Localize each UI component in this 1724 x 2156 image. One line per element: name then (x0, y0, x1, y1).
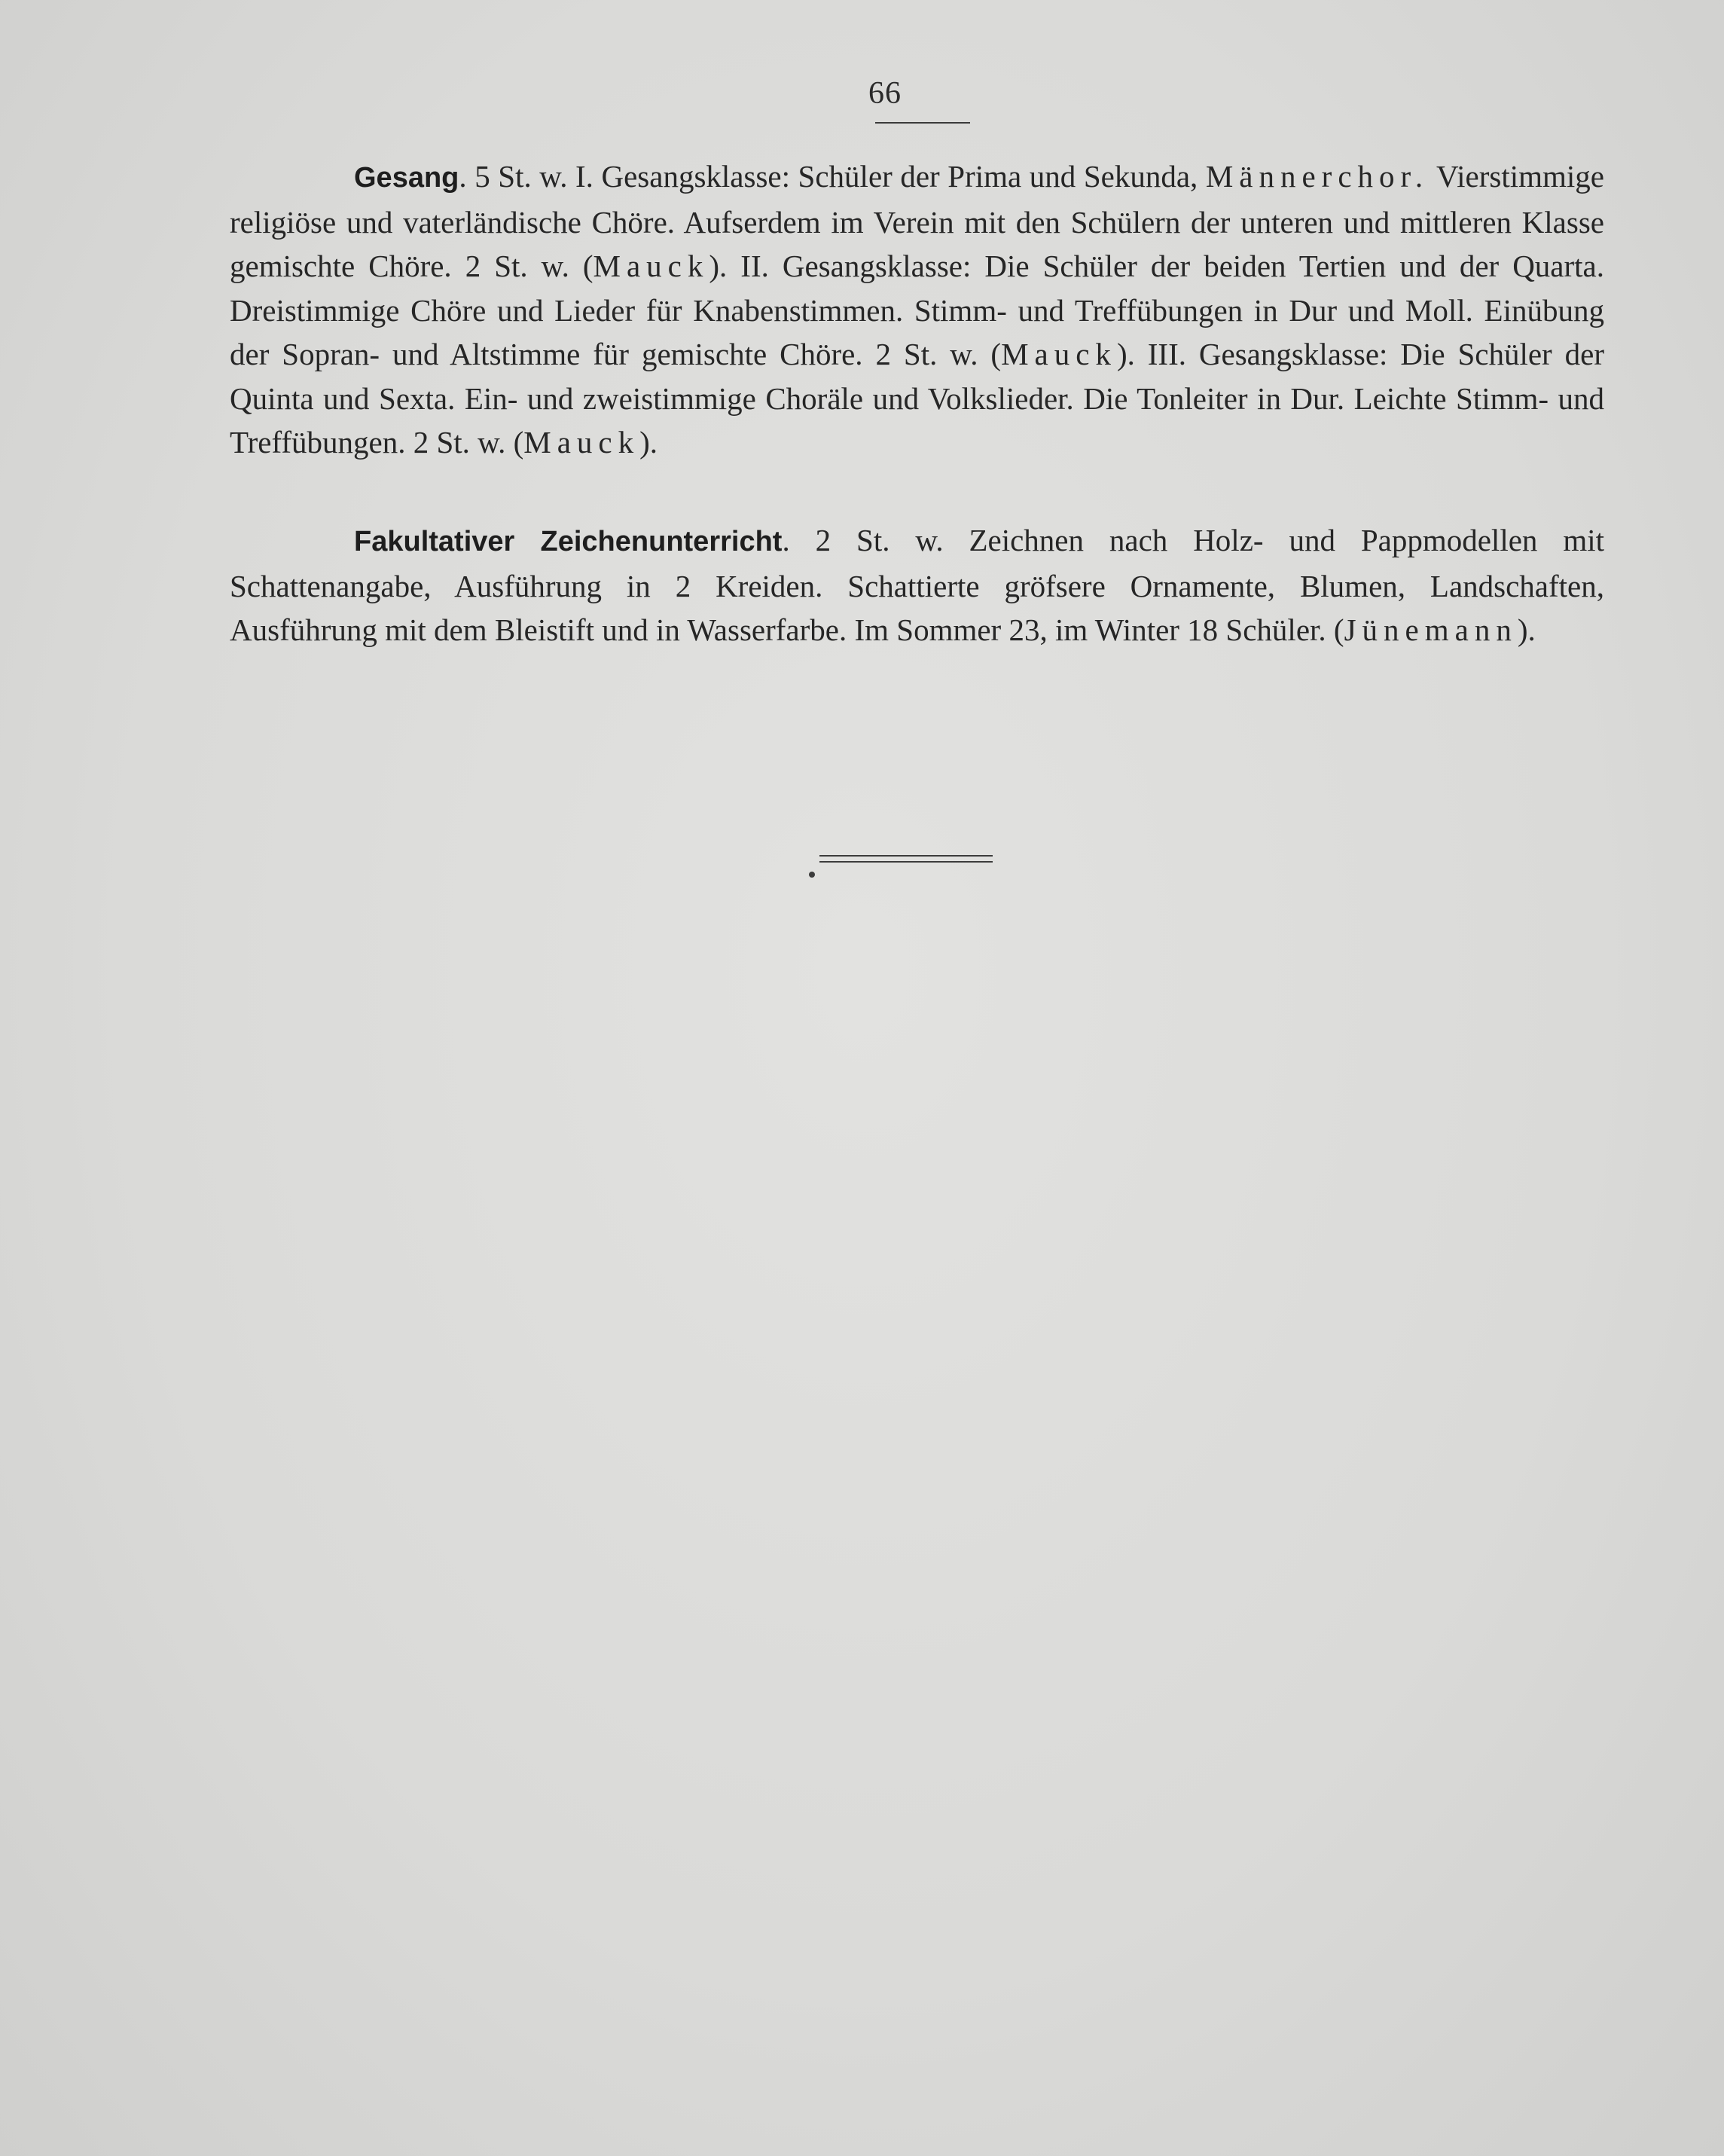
teacher-name-mauck-2: Mauck (1001, 337, 1117, 371)
page-number: 66 (868, 76, 902, 111)
gesang-end: ). (639, 425, 658, 460)
teacher-name-mauck-1: Mauck (593, 249, 709, 283)
page-number-underline (875, 122, 970, 124)
gesang-text-1: Vierstimmige religiöse und vaterländische Chöre. Aufserdem im Verein mit den Schülern der unteren und mittleren Klasse gemischte Chöre. 2 St. w. ( (230, 159, 1604, 283)
zeichen-text: . 2 St. w. Zeichnen nach Holz- und Pappmodellen mit Schattenangabe, Ausführung in 2 Kreiden. Schattierte gröfsere Ornamente, Blumen, Landschaften, Ausführung mit dem Bleistift und in Wasserfarbe. Im Sommer 23, im Winter 18 Schüler. ( (230, 523, 1604, 647)
teacher-name-juenemann: Jünemann (1344, 612, 1518, 647)
zeichen-heading: Fakultativer Zeichenunterricht (354, 526, 783, 557)
teacher-name-mauck-3: Mauck (523, 425, 640, 460)
section-end-rule-top (819, 855, 993, 857)
gesang-heading: Gesang (354, 162, 459, 194)
section-end-dot (809, 872, 815, 878)
gesang-text-3: ). III. Gesangsklasse: Die Schüler der Quinta und Sexta. Ein- und zweistimmige Choräle und Volkslieder. Die Tonleiter in Dur. Leichte Stimm- und Treffübungen. 2 St. w. ( (230, 337, 1604, 460)
gesang-text-2: ). II. Gesangsklasse: Die Schüler der beiden Tertien und der Quarta. Dreistimmige Chöre und Lieder für Knabenstimmen. Stimm- und Treffübungen in Dur und Moll. Einübung der Sopran- und Altstimme für gemischte Chöre. 2 St. w. ( (230, 249, 1604, 371)
maennerchor-term: Männerchor. (1205, 159, 1430, 194)
gesang-paragraph (230, 154, 1604, 465)
gesang-section (230, 154, 1604, 465)
zeichen-section (230, 518, 1604, 652)
section-end-rule-bottom (819, 861, 993, 863)
gesang-intro: . 5 St. w. I. Gesangsklasse: Schüler der Prima und Sekunda, (459, 159, 1206, 194)
zeichen-paragraph (230, 518, 1604, 652)
zeichen-end: ). (1517, 612, 1536, 647)
